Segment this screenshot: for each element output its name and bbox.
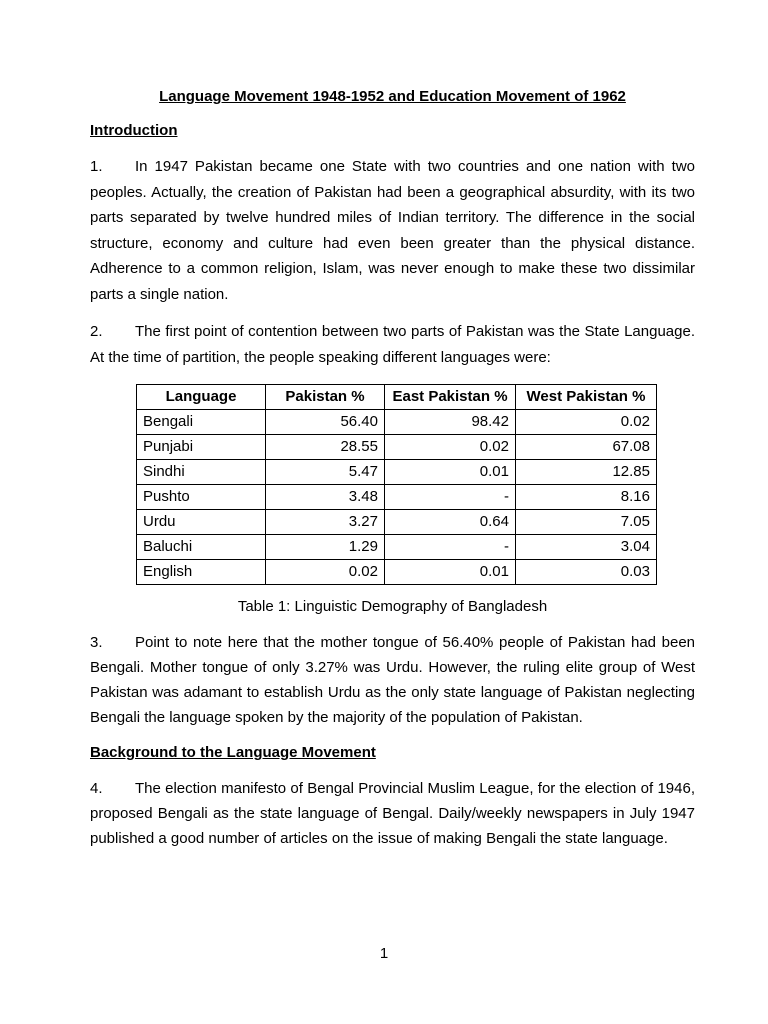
table-row: [137, 435, 657, 460]
table-cell-language: English: [137, 560, 266, 585]
section-heading-introduction: Introduction: [90, 122, 178, 139]
table-cell-value: -: [385, 535, 516, 560]
table-cell-value: 67.08: [516, 435, 657, 460]
table-cell-value: 3.48: [266, 485, 385, 510]
paragraph-4: [90, 776, 695, 851]
table-container: [136, 384, 695, 585]
table-cell-value: 5.47: [266, 460, 385, 485]
paragraph-number: 3.: [90, 634, 103, 651]
table-cell-language: Bengali: [137, 410, 266, 435]
table-cell-value: 0.64: [385, 510, 516, 535]
paragraph-text: The election manifesto of Bengal Provincial Muslim League, for the election of 1946, proposed Bengali as the state language of Bengal. Daily/weekly newspapers in July 1947 published a good number of articles on the issue of making Bengali the state language.: [90, 780, 695, 847]
table-cell-value: 0.03: [516, 560, 657, 585]
table-row: [137, 560, 657, 585]
table-body: [137, 410, 657, 585]
table-row: [137, 460, 657, 485]
table-cell-value: 28.55: [266, 435, 385, 460]
page-number: 1: [379, 945, 389, 962]
table-cell-value: 98.42: [385, 410, 516, 435]
paragraph-number: 4.: [90, 780, 103, 797]
table-cell-language: Baluchi: [137, 535, 266, 560]
language-demography-table: [136, 384, 657, 585]
table-cell-value: 0.02: [266, 560, 385, 585]
table-cell-language: Pushto: [137, 485, 266, 510]
section-heading-background: Background to the Language Movement: [90, 744, 376, 761]
table-cell-value: 0.01: [385, 460, 516, 485]
table-cell-language: Urdu: [137, 510, 266, 535]
table-cell-value: 12.85: [516, 460, 657, 485]
page-content: [90, 86, 695, 851]
paragraph-1: [90, 154, 695, 307]
table-row: [137, 410, 657, 435]
column-header-language: Language: [137, 385, 266, 410]
table-cell-value: 0.02: [516, 410, 657, 435]
table-cell-value: 3.04: [516, 535, 657, 560]
paragraph-number: 1.: [90, 158, 103, 175]
column-header-pakistan: Pakistan %: [266, 385, 385, 410]
paragraph-2: [90, 319, 695, 370]
table-header-row: [137, 385, 657, 410]
table-cell-value: 56.40: [266, 410, 385, 435]
table-cell-value: 7.05: [516, 510, 657, 535]
document-title: Language Movement 1948-1952 and Education Movement of 1962: [159, 88, 626, 105]
table-row: [137, 510, 657, 535]
table-cell-value: 8.16: [516, 485, 657, 510]
column-header-west-pakistan: West Pakistan %: [516, 385, 657, 410]
table-row: [137, 535, 657, 560]
table-caption: Table 1: Linguistic Demography of Bangladesh: [237, 598, 548, 615]
table-cell-language: Punjabi: [137, 435, 266, 460]
table-cell-value: 0.01: [385, 560, 516, 585]
table-cell-value: 0.02: [385, 435, 516, 460]
paragraph-text: Point to note here that the mother tongue of 56.40% people of Pakistan had been Bengali. Mother tongue of only 3.27% was Urdu. However, the ruling elite group of West Pakistan was adamant to establish Urdu as the only state language of Pakistan neglecting Bengali the language spoken by the majority of the population of Pakistan.: [90, 634, 695, 726]
table-cell-value: 3.27: [266, 510, 385, 535]
table-cell-value: -: [385, 485, 516, 510]
paragraph-3: [90, 630, 695, 730]
paragraph-number: 2.: [90, 323, 103, 340]
paragraph-text: The first point of contention between two parts of Pakistan was the State Language. At the time of partition, the people speaking different languages were:: [90, 323, 695, 366]
table-row: [137, 485, 657, 510]
table-cell-language: Sindhi: [137, 460, 266, 485]
table-cell-value: 1.29: [266, 535, 385, 560]
paragraph-text: In 1947 Pakistan became one State with two countries and one nation with two peoples. Actually, the creation of Pakistan had been a geographical absurdity, with its two parts separated by twelve hundred miles of Indian territory. The difference in the social structure, economy and culture had even been greater than the physical distance. Adherence to a common religion, Islam, was never enough to make these two dissimilar parts a single nation.: [90, 158, 695, 303]
column-header-east-pakistan: East Pakistan %: [385, 385, 516, 410]
